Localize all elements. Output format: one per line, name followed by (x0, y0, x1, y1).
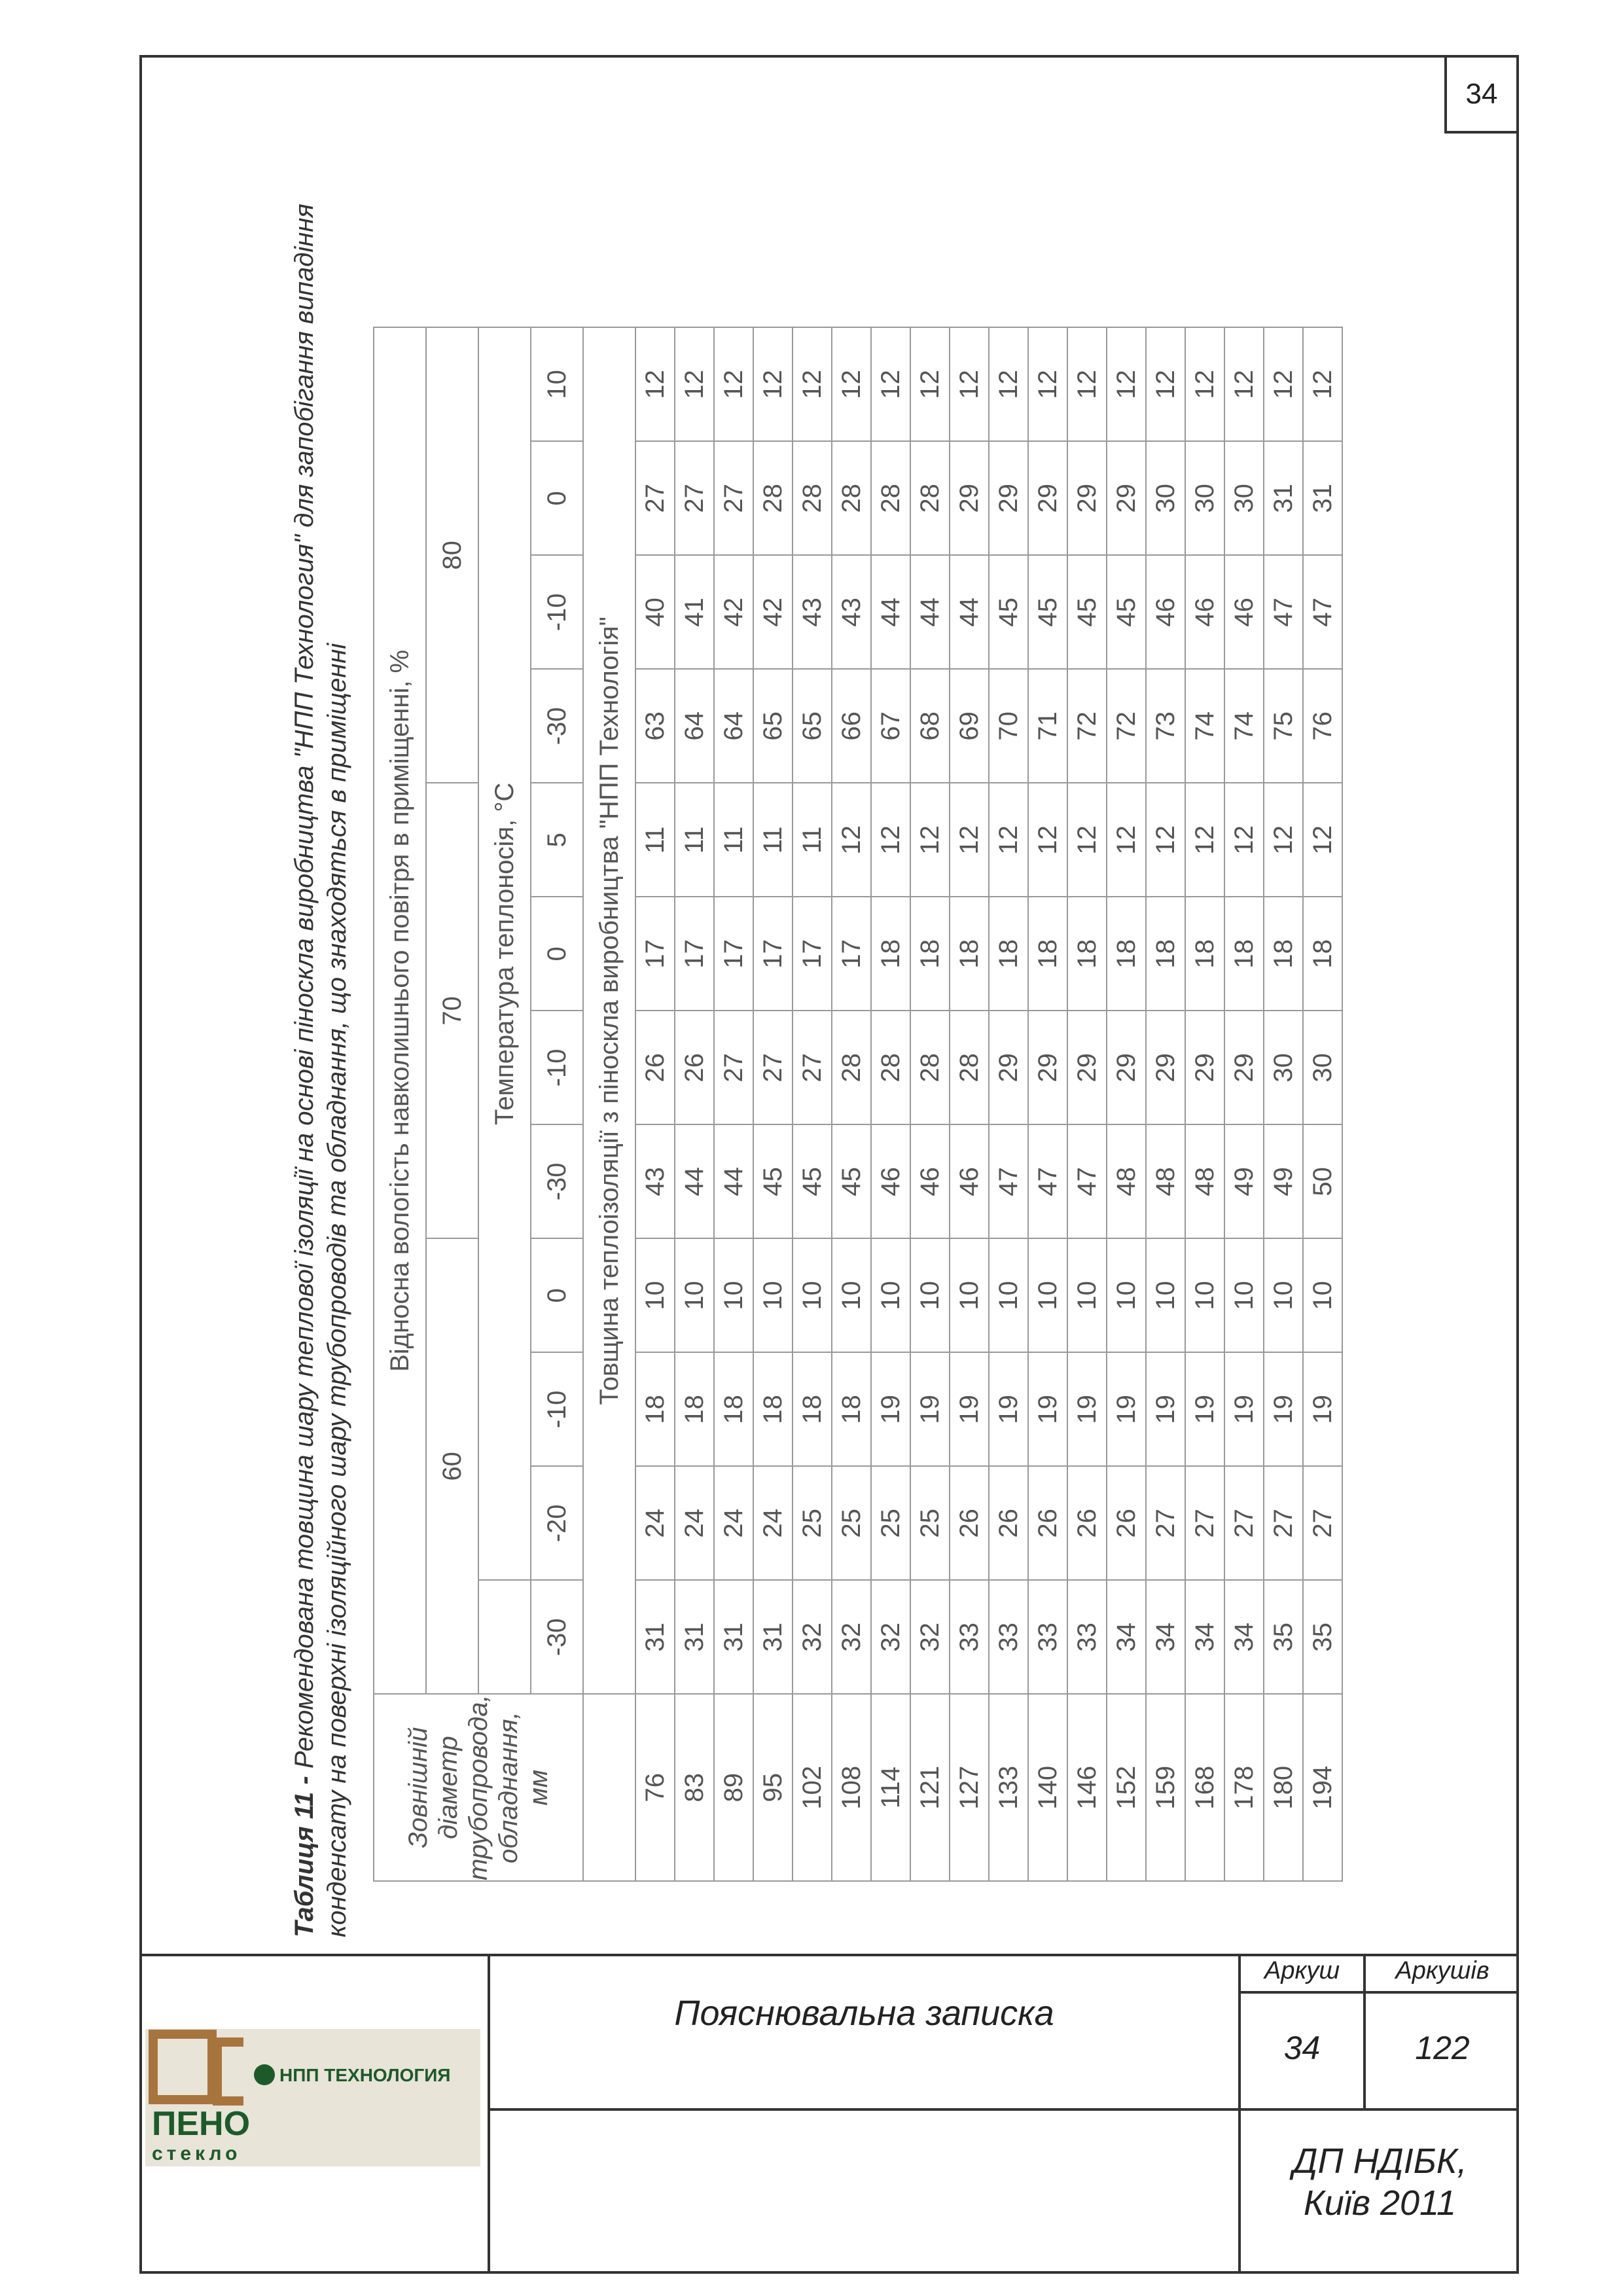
thickness-cell: 28 (832, 1011, 871, 1124)
diameter-cell: 121 (910, 1694, 950, 1881)
thickness-cell: 25 (793, 1466, 832, 1580)
thickness-cell: 29 (989, 441, 1028, 555)
table-row (1224, 327, 1264, 1881)
company-logo (145, 2029, 480, 2166)
thickness-cell: 30 (1146, 441, 1185, 555)
thickness-cell: 17 (832, 897, 871, 1011)
thickness-cell: 73 (1146, 669, 1185, 783)
thickness-cell: 45 (793, 1124, 832, 1238)
thickness-cell: 12 (1185, 327, 1224, 441)
table-row (1303, 327, 1342, 1881)
thickness-cell: 27 (753, 1011, 793, 1124)
thickness-header: Товщина теплоізоляції з піноскла виробництва "НПП Технологія" (583, 327, 635, 1694)
logo-text-mid: ПЕНО (152, 2105, 251, 2143)
thickness-cell: 28 (871, 1011, 910, 1124)
thickness-cell: 46 (910, 1124, 950, 1238)
diameter-cell: 102 (793, 1694, 832, 1881)
thickness-cell: 74 (1224, 669, 1264, 783)
thickness-cell: 12 (1028, 783, 1067, 897)
thickness-cell: 18 (714, 1352, 753, 1466)
thickness-cell: 18 (1224, 897, 1264, 1011)
thickness-cell: 12 (989, 327, 1028, 441)
thickness-cell: 27 (714, 441, 753, 555)
thickness-cell: 12 (1067, 327, 1107, 441)
thickness-cell: 63 (635, 669, 675, 783)
thickness-cell: 11 (753, 783, 793, 897)
thickness-cell: 34 (1107, 1580, 1146, 1694)
thickness-cell: 18 (675, 1352, 714, 1466)
thickness-cell: 10 (1028, 1238, 1067, 1352)
thickness-cell: 26 (635, 1011, 675, 1124)
humidity-70: 70 (426, 783, 478, 1238)
thickness-cell: 27 (1185, 1466, 1224, 1580)
table-row (635, 327, 675, 1881)
thickness-cell: 26 (675, 1011, 714, 1124)
thickness-cell: 33 (989, 1580, 1028, 1694)
org-line-1: ДП НДІБК, (1293, 2142, 1467, 2181)
thickness-cell: 18 (1303, 897, 1342, 1011)
thickness-cell: 26 (989, 1466, 1028, 1580)
thickness-cell: 65 (793, 669, 832, 783)
thickness-cell: 49 (1264, 1124, 1303, 1238)
thickness-cell: 27 (1303, 1466, 1342, 1580)
thickness-cell: 19 (1264, 1352, 1303, 1466)
thickness-cell: 25 (910, 1466, 950, 1580)
thickness-cell: 10 (871, 1238, 910, 1352)
thickness-cell: 45 (832, 1124, 871, 1238)
thickness-cell: 12 (910, 783, 950, 897)
diameter-cell: 133 (989, 1694, 1028, 1881)
thickness-cell: 34 (1146, 1580, 1185, 1694)
temperature-cell: -10 (531, 555, 583, 669)
thickness-table (373, 327, 1343, 1882)
thickness-cell: 69 (950, 669, 989, 783)
thickness-cell: 27 (635, 441, 675, 555)
thickness-cell: 18 (1146, 897, 1185, 1011)
table-row (871, 327, 910, 1881)
temperature-cell: -30 (531, 669, 583, 783)
thickness-cell: 30 (1264, 1011, 1303, 1124)
thickness-cell: 47 (1028, 1124, 1067, 1238)
thickness-cell: 24 (675, 1466, 714, 1580)
thickness-cell: 18 (635, 1352, 675, 1466)
org-line-2: Київ 2011 (1303, 2183, 1457, 2223)
thickness-cell: 10 (950, 1238, 989, 1352)
thickness-cell: 41 (675, 555, 714, 669)
thickness-cell: 68 (910, 669, 950, 783)
thickness-cell: 35 (1303, 1580, 1342, 1694)
thickness-cell: 44 (950, 555, 989, 669)
thickness-cell: 33 (1028, 1580, 1067, 1694)
thickness-cell: 12 (1146, 783, 1185, 897)
thickness-cell: 64 (675, 669, 714, 783)
stamp-top-line (139, 1954, 1519, 1956)
thickness-cell: 72 (1067, 669, 1107, 783)
thickness-cell: 12 (1146, 327, 1185, 441)
thickness-cell: 12 (832, 327, 871, 441)
thickness-cell: 24 (714, 1466, 753, 1580)
thickness-cell: 19 (1028, 1352, 1067, 1466)
thickness-cell: 48 (1185, 1124, 1224, 1238)
thickness-cell: 18 (910, 897, 950, 1011)
thickness-cell: 28 (910, 441, 950, 555)
table-row (793, 327, 832, 1881)
thickness-cell: 46 (1224, 555, 1264, 669)
thickness-cell: 19 (1303, 1352, 1342, 1466)
thickness-cell: 45 (1028, 555, 1067, 669)
document-title: Пояснювальна записка (674, 1994, 1054, 2033)
caption-lead: Таблиця 11 - (290, 1776, 319, 1937)
thickness-cell: 32 (832, 1580, 871, 1694)
thickness-cell: 34 (1185, 1580, 1224, 1694)
thickness-cell: 47 (989, 1124, 1028, 1238)
thickness-cell: 45 (989, 555, 1028, 669)
thickness-cell: 10 (1146, 1238, 1185, 1352)
thickness-cell: 10 (832, 1238, 871, 1352)
thickness-cell: 32 (871, 1580, 910, 1694)
thickness-cell: 44 (910, 555, 950, 669)
thickness-cell: 75 (1264, 669, 1303, 783)
table-row (753, 327, 793, 1881)
thickness-cell: 42 (753, 555, 793, 669)
thickness-cell: 18 (871, 897, 910, 1011)
humidity-80: 80 (426, 327, 478, 783)
thickness-cell: 12 (1264, 783, 1303, 897)
thickness-cell: 28 (950, 1011, 989, 1124)
table-row (989, 327, 1028, 1881)
thickness-cell: 76 (1303, 669, 1342, 783)
thickness-cell: 47 (1067, 1124, 1107, 1238)
thickness-cell: 27 (675, 441, 714, 555)
thickness-cell: 44 (871, 555, 910, 669)
thickness-cell: 19 (871, 1352, 910, 1466)
organization (1241, 2140, 1519, 2224)
thickness-cell: 33 (950, 1580, 989, 1694)
thickness-cell: 17 (675, 897, 714, 1011)
thickness-cell: 10 (675, 1238, 714, 1352)
thickness-cell: 29 (1185, 1011, 1224, 1124)
humidity-60: 60 (426, 1238, 478, 1694)
thickness-cell: 19 (1146, 1352, 1185, 1466)
sheet-label: Аркуш (1264, 1957, 1340, 1984)
thickness-cell: 43 (635, 1124, 675, 1238)
thickness-cell: 17 (635, 897, 675, 1011)
thickness-cell: 50 (1303, 1124, 1342, 1238)
thickness-cell: 10 (1224, 1238, 1264, 1352)
thickness-cell: 19 (950, 1352, 989, 1466)
table-row (1146, 327, 1185, 1881)
sheet-number: 34 (1283, 2030, 1321, 2066)
thickness-cell: 12 (1303, 783, 1342, 897)
thickness-cell: 11 (793, 783, 832, 897)
diameter-cell: 95 (753, 1694, 793, 1881)
thickness-cell: 12 (1067, 783, 1107, 897)
thickness-cell: 10 (1067, 1238, 1107, 1352)
thickness-cell: 11 (635, 783, 675, 897)
thickness-cell: 17 (714, 897, 753, 1011)
thickness-cell: 18 (1028, 897, 1067, 1011)
thickness-cell: 29 (1028, 1011, 1067, 1124)
diameter-cell: 89 (714, 1694, 753, 1881)
thickness-cell: 19 (989, 1352, 1028, 1466)
thickness-cell: 19 (1185, 1352, 1224, 1466)
thickness-cell: 29 (1028, 441, 1067, 555)
thickness-cell: 12 (989, 783, 1028, 897)
temperature-cell: -30 (531, 1580, 583, 1694)
page-number: 34 (1444, 55, 1519, 134)
thickness-cell: 46 (1185, 555, 1224, 669)
thickness-cell: 47 (1303, 555, 1342, 669)
thickness-cell: 26 (1028, 1466, 1067, 1580)
thickness-cell: 18 (793, 1352, 832, 1466)
temperature-cell: 0 (531, 1238, 583, 1352)
diameter-cell: 83 (675, 1694, 714, 1881)
table-row (910, 327, 950, 1881)
logo-text-top: НПП ТЕХНОЛОГИЯ (279, 2065, 451, 2085)
thickness-cell: 27 (714, 1011, 753, 1124)
thickness-cell: 18 (753, 1352, 793, 1466)
temperature-cell: -20 (531, 1466, 583, 1580)
thickness-cell: 10 (753, 1238, 793, 1352)
thickness-cell: 12 (1224, 783, 1264, 897)
thickness-cell: 12 (1224, 327, 1264, 441)
thickness-cell: 27 (793, 1011, 832, 1124)
thickness-cell: 25 (832, 1466, 871, 1580)
thickness-cell: 25 (871, 1466, 910, 1580)
thickness-cell: 46 (950, 1124, 989, 1238)
thickness-cell: 48 (1107, 1124, 1146, 1238)
table-row (950, 327, 989, 1881)
thickness-cell: 29 (1107, 1011, 1146, 1124)
thickness-cell: 26 (1067, 1466, 1107, 1580)
thickness-cell: 43 (832, 555, 871, 669)
thickness-cell: 10 (793, 1238, 832, 1352)
thickness-cell: 33 (1067, 1580, 1107, 1694)
thickness-cell: 29 (1107, 441, 1146, 555)
diameter-cell: 178 (1224, 1694, 1264, 1881)
table-row (1067, 327, 1107, 1881)
thickness-cell: 12 (871, 327, 910, 441)
diameter-cell: 76 (635, 1694, 675, 1881)
thickness-cell: 47 (1264, 555, 1303, 669)
thickness-cell: 48 (1146, 1124, 1185, 1238)
thickness-cell: 18 (832, 1352, 871, 1466)
thickness-cell: 19 (1224, 1352, 1264, 1466)
thickness-cell: 18 (1264, 897, 1303, 1011)
thickness-cell: 12 (753, 327, 793, 441)
diameter-header: Зовнішній діаметр трубопровода, обладнання, мм (374, 1694, 583, 1881)
thickness-cell: 45 (1107, 555, 1146, 669)
thickness-cell: 18 (1185, 897, 1224, 1011)
thickness-cell: 27 (1224, 1466, 1264, 1580)
thickness-cell: 46 (1146, 555, 1185, 669)
thickness-cell: 65 (753, 669, 793, 783)
thickness-cell: 44 (714, 1124, 753, 1238)
thickness-cell: 12 (832, 783, 871, 897)
thickness-cell: 12 (1185, 783, 1224, 897)
thickness-cell: 43 (793, 555, 832, 669)
diameter-cell: 180 (1264, 1694, 1303, 1881)
caption-text: Рекомендована товщина шару теплової ізоляції на основі піноскла виробництва "НПП Технология" для запобігання випадіння конденсату на поверхні ізоляційного шару трубопроводів та обладнання, що знаходяться в приміщенні (290, 204, 351, 1937)
thickness-cell: 18 (1107, 897, 1146, 1011)
thickness-cell: 70 (989, 669, 1028, 783)
diameter-cell: 108 (832, 1694, 871, 1881)
table-row (832, 327, 871, 1881)
thickness-cell: 29 (1067, 1011, 1107, 1124)
thickness-cell: 11 (714, 783, 753, 897)
thickness-cell: 31 (1303, 441, 1342, 555)
thickness-cell: 29 (1224, 1011, 1264, 1124)
thickness-cell: 10 (714, 1238, 753, 1352)
thickness-cell: 12 (675, 327, 714, 441)
thickness-cell: 31 (635, 1580, 675, 1694)
thickness-cell: 24 (753, 1466, 793, 1580)
thickness-cell: 71 (1028, 669, 1067, 783)
table-row (675, 327, 714, 1881)
thickness-cell: 28 (793, 441, 832, 555)
thickness-cell: 11 (675, 783, 714, 897)
thickness-cell: 44 (675, 1124, 714, 1238)
temperature-cell: 5 (531, 783, 583, 897)
thickness-cell: 29 (950, 441, 989, 555)
temperature-cell: 0 (531, 897, 583, 1011)
table-row (1028, 327, 1067, 1881)
thickness-cell: 29 (1067, 441, 1107, 555)
thickness-cell: 28 (871, 441, 910, 555)
thickness-cell: 29 (989, 1011, 1028, 1124)
table-row (1264, 327, 1303, 1881)
thickness-cell: 49 (1224, 1124, 1264, 1238)
thickness-cell: 19 (1067, 1352, 1107, 1466)
thickness-cell: 45 (753, 1124, 793, 1238)
thickness-cell: 10 (635, 1238, 675, 1352)
thickness-cell: 31 (1264, 441, 1303, 555)
thickness-cell: 31 (714, 1580, 753, 1694)
thickness-cell: 35 (1264, 1580, 1303, 1694)
thickness-cell: 26 (950, 1466, 989, 1580)
thickness-cell: 28 (910, 1011, 950, 1124)
sheets-total: 122 (1415, 2030, 1470, 2066)
thickness-cell: 29 (1146, 1011, 1185, 1124)
thickness-cell: 17 (753, 897, 793, 1011)
diameter-cell: 146 (1067, 1694, 1107, 1881)
thickness-cell: 10 (1264, 1238, 1303, 1352)
thickness-cell: 19 (910, 1352, 950, 1466)
table-row (714, 327, 753, 1881)
table-row (1185, 327, 1224, 1881)
sheets-label: Аркушів (1395, 1957, 1489, 1984)
temperature-row (531, 327, 583, 1881)
thickness-cell: 10 (1185, 1238, 1224, 1352)
diameter-cell: 159 (1146, 1694, 1185, 1881)
thickness-cell: 30 (1303, 1011, 1342, 1124)
diameter-cell: 194 (1303, 1694, 1342, 1881)
thickness-cell: 30 (1185, 441, 1224, 555)
thickness-cell: 12 (1028, 327, 1067, 441)
thickness-cell: 12 (1264, 327, 1303, 441)
temperature-cell: -10 (531, 1352, 583, 1466)
thickness-cell: 12 (950, 327, 989, 441)
table-caption (288, 170, 353, 1937)
thickness-cell: 46 (871, 1124, 910, 1238)
humidity-header: Відносна вологість навколишнього повітря в приміщенні, % (374, 327, 426, 1694)
thickness-cell: 32 (793, 1580, 832, 1694)
thickness-cell: 40 (635, 555, 675, 669)
thickness-cell: 32 (910, 1580, 950, 1694)
logo-graphic (145, 2029, 480, 2166)
thickness-cell: 10 (989, 1238, 1028, 1352)
thickness-cell: 12 (1107, 327, 1146, 441)
thickness-cell: 28 (753, 441, 793, 555)
thickness-cell: 42 (714, 555, 753, 669)
thickness-cell: 27 (1264, 1466, 1303, 1580)
logo-text-bot: стекло (152, 2143, 241, 2164)
thickness-cell: 66 (832, 669, 871, 783)
thickness-cell: 12 (871, 783, 910, 897)
temperature-cell: 0 (531, 441, 583, 555)
thickness-cell: 26 (1107, 1466, 1146, 1580)
diameter-cell: 140 (1028, 1694, 1067, 1881)
thickness-cell: 24 (635, 1466, 675, 1580)
temperature-cell: -10 (531, 1011, 583, 1124)
thickness-cell: 64 (714, 669, 753, 783)
thickness-cell: 27 (1146, 1466, 1185, 1580)
temperature-cell: 10 (531, 327, 583, 441)
rotated-content (288, 170, 1335, 1937)
thickness-cell: 12 (1303, 327, 1342, 441)
thickness-cell: 12 (635, 327, 675, 441)
diameter-cell: 152 (1107, 1694, 1146, 1881)
thickness-cell: 12 (1107, 783, 1146, 897)
thickness-cell: 12 (714, 327, 753, 441)
thickness-cell: 12 (910, 327, 950, 441)
table-row (1107, 327, 1146, 1881)
thickness-cell: 19 (1107, 1352, 1146, 1466)
thickness-cell: 31 (753, 1580, 793, 1694)
thickness-cell: 67 (871, 669, 910, 783)
thickness-cell: 17 (793, 897, 832, 1011)
thickness-cell: 30 (1224, 441, 1264, 555)
thickness-cell: 18 (950, 897, 989, 1011)
thickness-cell: 10 (1107, 1238, 1146, 1352)
temperature-header: Температура теплоносія, °С (478, 327, 531, 1580)
thickness-cell: 74 (1185, 669, 1224, 783)
thickness-cell: 18 (1067, 897, 1107, 1011)
diameter-cell: 127 (950, 1694, 989, 1881)
thickness-cell: 34 (1224, 1580, 1264, 1694)
diameter-cell: 114 (871, 1694, 910, 1881)
temperature-cell: -30 (531, 1124, 583, 1238)
thickness-cell: 18 (989, 897, 1028, 1011)
thickness-cell: 10 (910, 1238, 950, 1352)
diameter-cell: 168 (1185, 1694, 1224, 1881)
thickness-cell: 31 (675, 1580, 714, 1694)
thickness-cell: 12 (950, 783, 989, 897)
thickness-cell: 45 (1067, 555, 1107, 669)
thickness-cell: 72 (1107, 669, 1146, 783)
thickness-cell: 10 (1303, 1238, 1342, 1352)
thickness-cell: 28 (832, 441, 871, 555)
thickness-cell: 12 (793, 327, 832, 441)
